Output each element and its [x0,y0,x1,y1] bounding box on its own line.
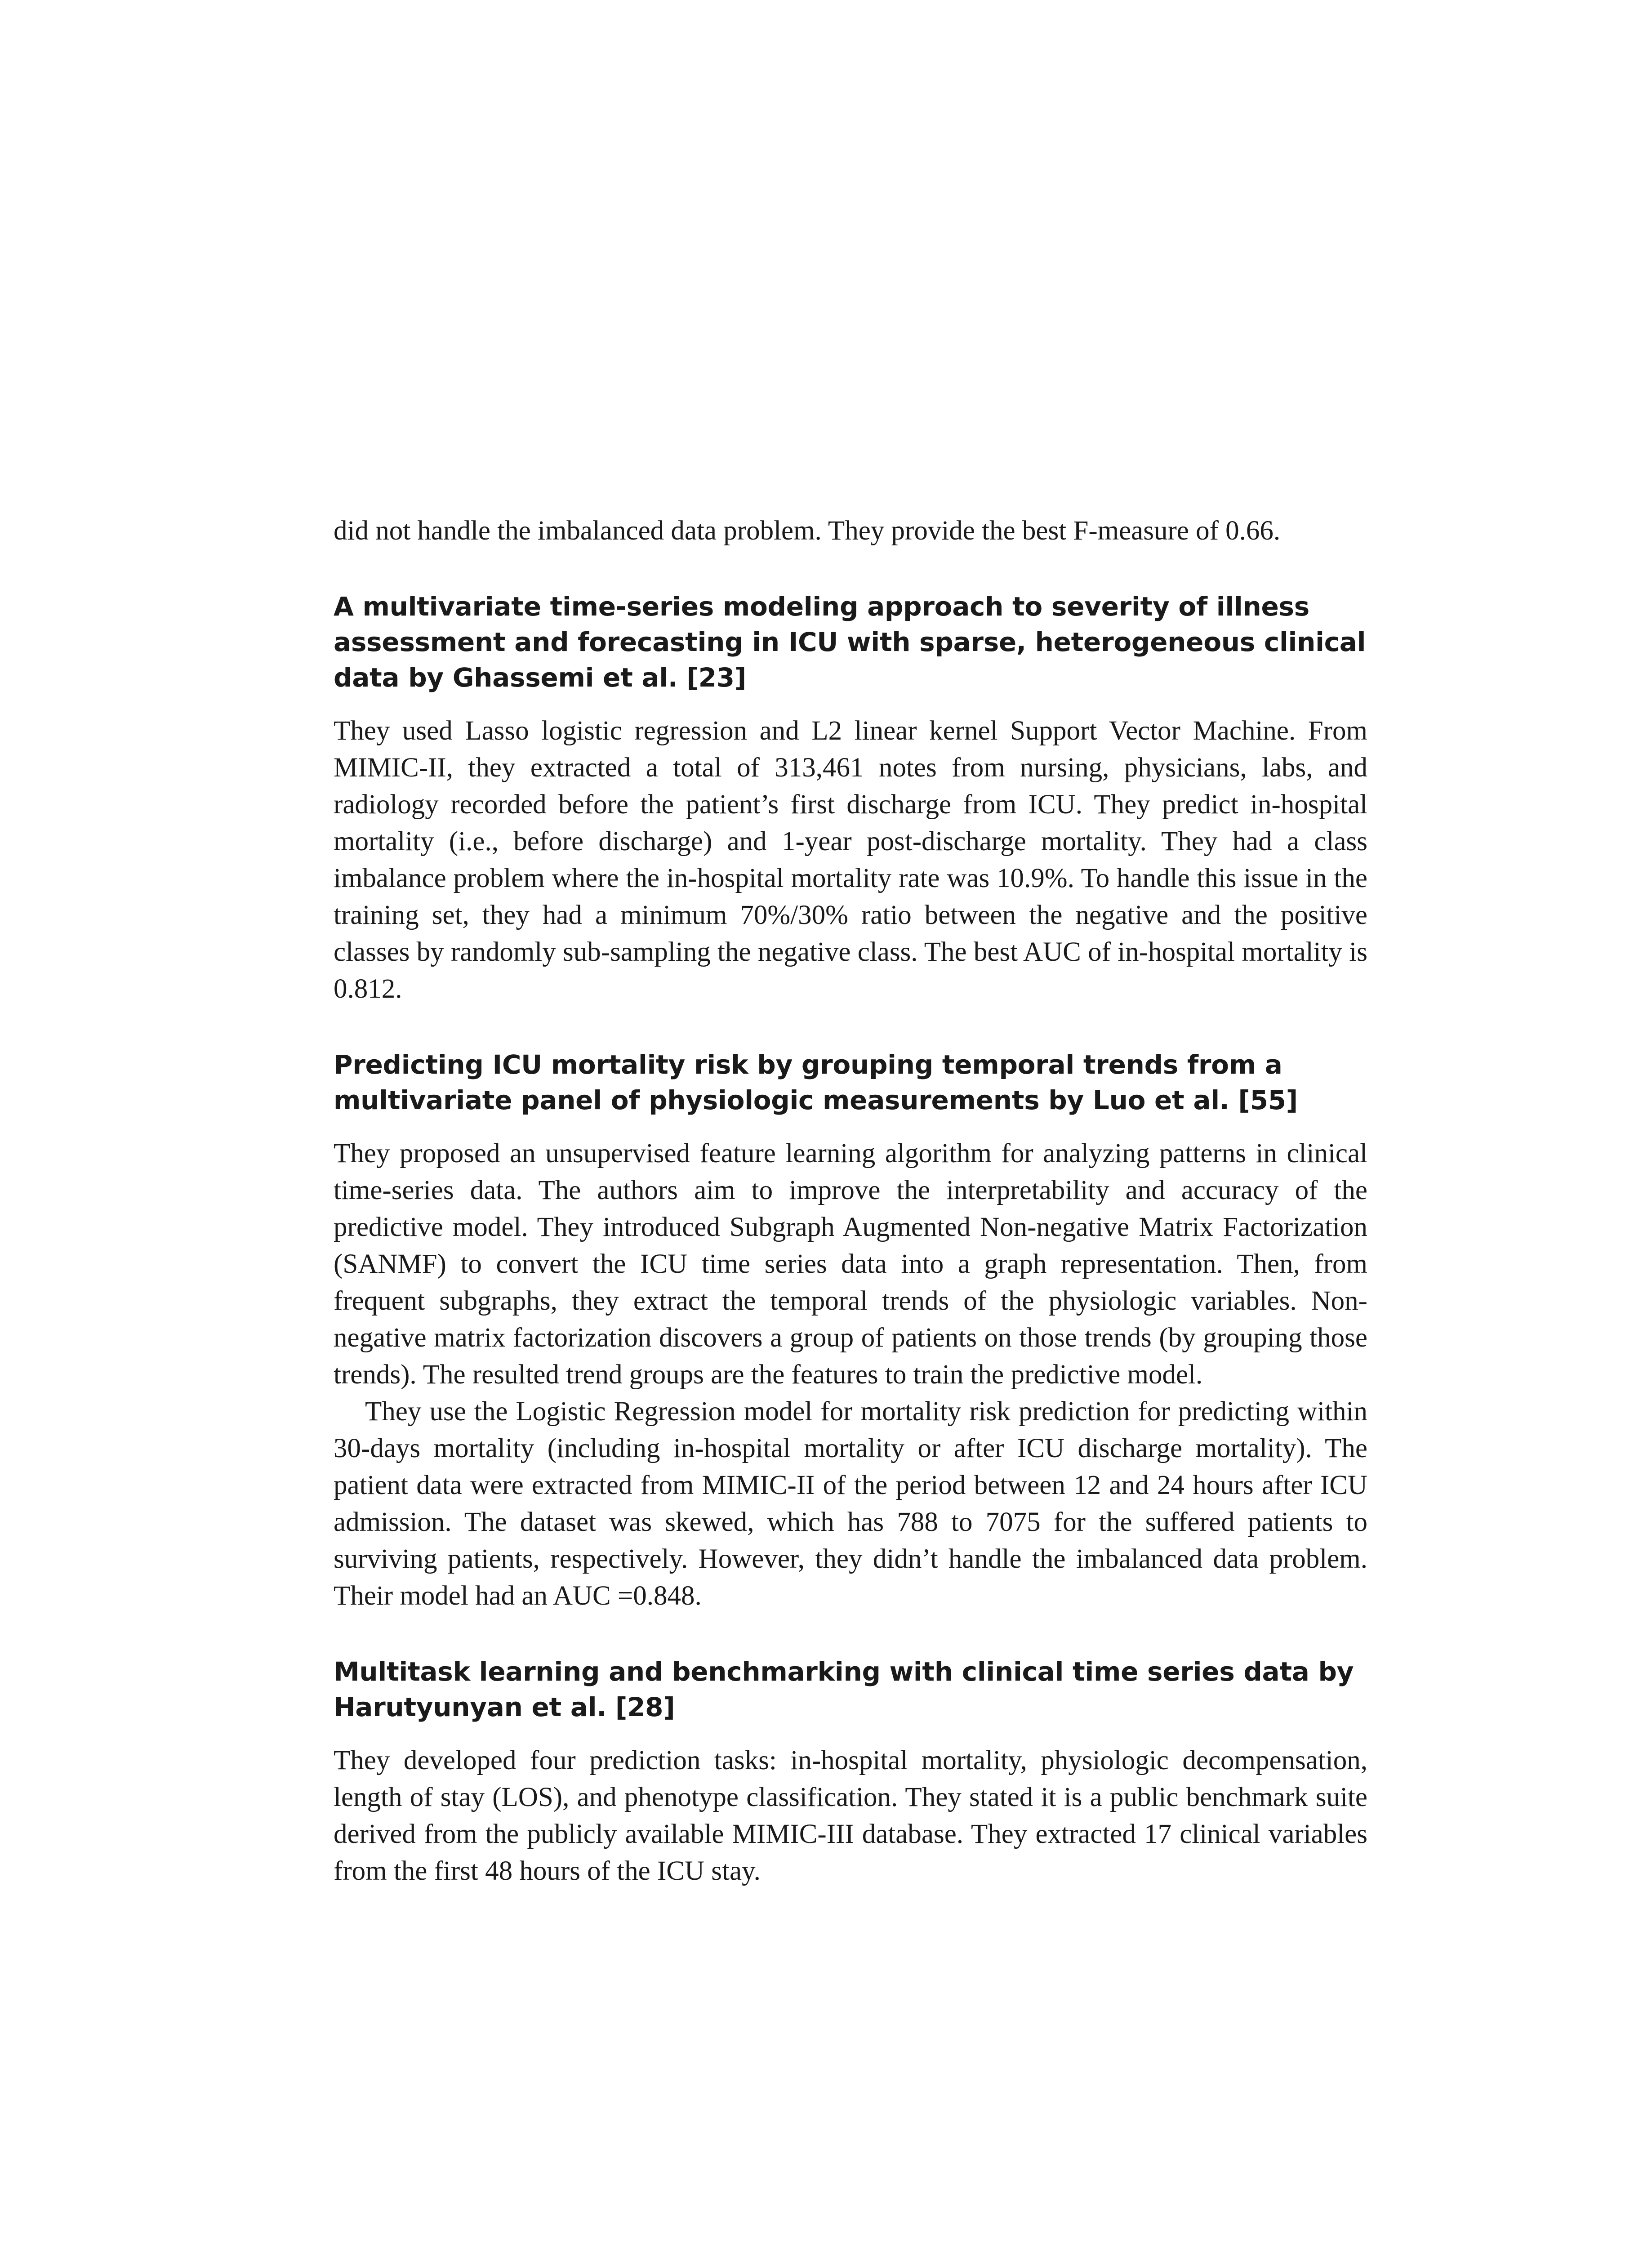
paragraph-ghassemi: They used Lasso logistic regression and L2 linear kernel Support Vector Machine. From MIMIC-II, they extracted a total of 313,461 notes from nursing, physicians, labs, and radiology recorded before the patient’s first discharge from ICU. They predict in-hospital mortality (i.e., before discharge) and 1-year post-discharge mortality. They had a class imbalance problem where the in-hospital mortality rate was 10.9%. To handle this issue in the training set, they had a minimum 70%/30% ratio between the negative and the positive classes by randomly sub-sampling the negative class. The best AUC of in-hospital mortality is 0.812. [334,716,1367,1004]
paragraph-harutyunyan: They developed four prediction tasks: in-hospital mortality, physiologic decompensation, length of stay (LOS), and phenotype classification. They stated it is a public benchmark suite derived from the publicly available MIMIC-III database. They extracted 17 clinical variables from the first 48 hours of the ICU stay. [334,1745,1367,1886]
section-heading-ghassemi: A multivariate time-series modeling approach to severity of illness assessment and forecasting in ICU with sparse, heterogeneous clinical data by Ghassemi et al. [23] [334,591,1366,693]
section-heading-harutyunyan: Multitask learning and benchmarking with clinical time series data by Harutyunyan et al. [28] [334,1656,1354,1722]
paragraph-luo-1: They proposed an unsupervised feature learning algorithm for analyzing patterns in clinical time-series data. The authors aim to improve the interpretability and accuracy of the predictive model. They introduced Subgraph Augmented Non-negative Matrix Factorization (SANMF) to convert the ICU time series data into a graph representation. Then, from frequent subgraphs, they extract the temporal trends of the physiologic variables. Non-negative matrix factorization discovers a group of patients on those trends (by grouping those trends). The resulted trend groups are the features to train the predictive model. [334,1138,1367,1390]
section-heading-luo: Predicting ICU mortality risk by grouping temporal trends from a multivariate panel of physiologic measurements by Luo et al. [55] [334,1049,1298,1115]
paragraph-continuation: did not handle the imbalanced data problem. They provide the best F-measure of 0.66. [334,516,1281,546]
paragraph-luo-2: They use the Logistic Regression model for mortality risk prediction for predicting within 30-days mortality (including in-hospital mortality or after ICU discharge mortality). The patient data were extracted from MIMIC-II of the period between 12 and 24 hours after ICU admission. The dataset was skewed, which has 788 to 7075 for the suffered patients to surviving patients, respectively. However, they didn’t handle the imbalanced data problem. Their model had an AUC =0.848. [334,1396,1367,1611]
body-text [334,513,1367,1890]
